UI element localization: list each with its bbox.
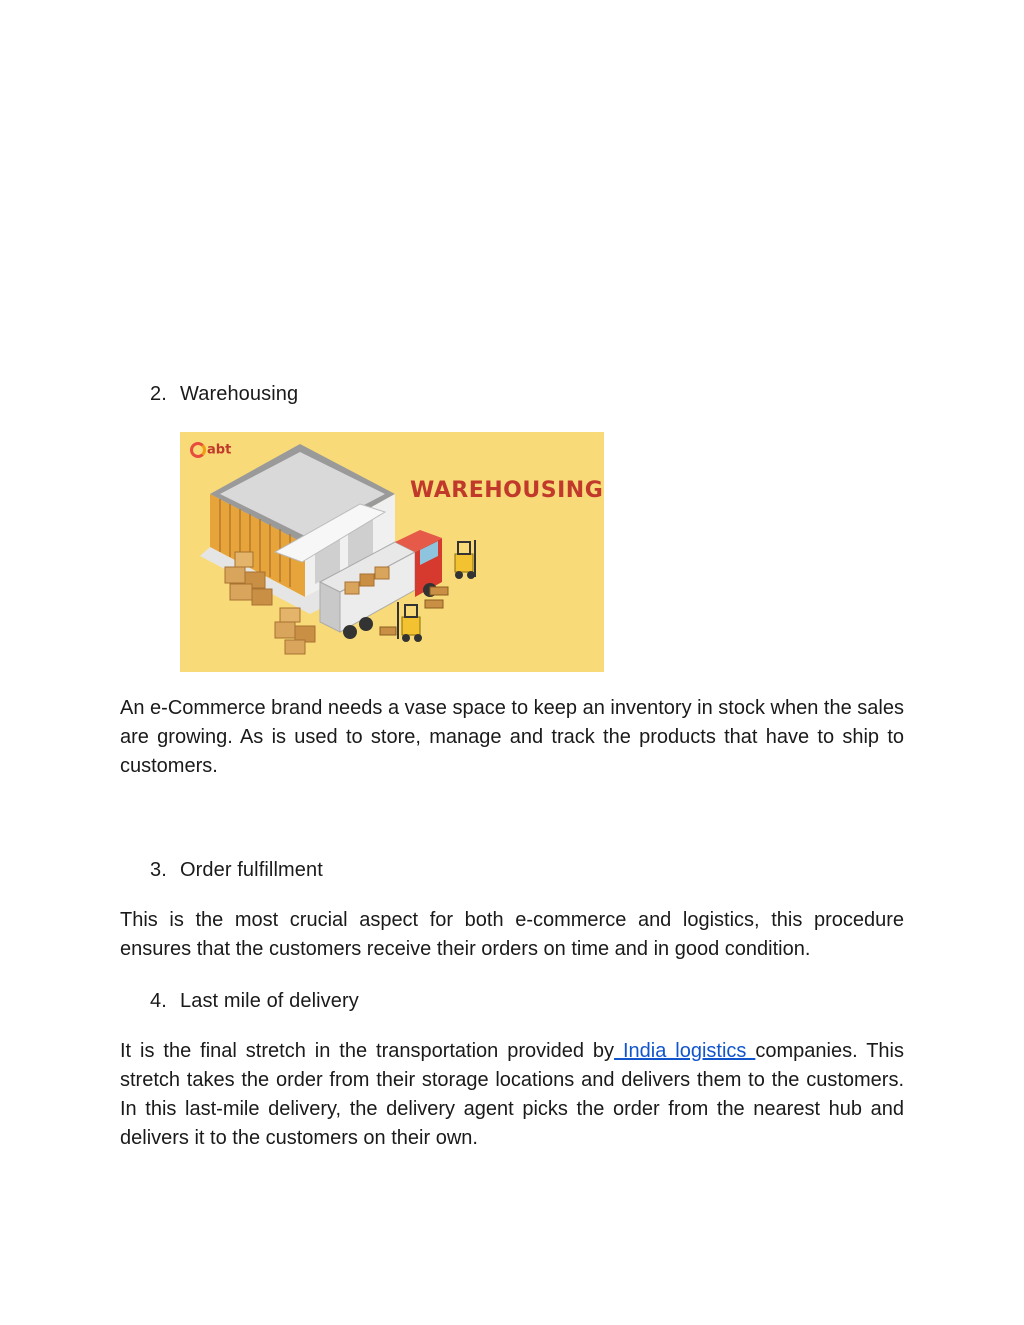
warehouse-scene-illustration [180,432,604,672]
forklift-right [455,540,475,579]
section-heading: Last mile of delivery [180,990,359,1012]
list-number: 4. [150,990,167,1012]
section-heading: Warehousing [180,383,299,405]
list-item-warehousing [150,380,298,408]
india-logistics-link[interactable]: India logistics [614,1040,756,1062]
paragraph-text: companies. This stretch takes the order from their storage locations and delivers them to the customers. In this last-mile delivery, the delivery agent picks the order from the nearest hub and delivers it to the customers on their own. [120,1040,904,1149]
warehousing-paragraph: An e-Commerce brand needs a vase space to keep an inventory in stock when the sales are growing. As is used to store, manage and track the products that have to ship to customers. [120,697,904,777]
order-fulfillment-paragraph: This is the most crucial aspect for both e-commerce and logistics, this procedure ensures that the customers receive their orders on time and in good condition. [120,909,904,960]
list-item-last-mile [150,987,359,1015]
list-item-order-fulfillment [150,856,323,884]
last-mile-paragraph [120,1037,904,1153]
logo-mark-icon [190,442,206,458]
paragraph-text: It is the final stretch in the transportation provided by [120,1040,615,1062]
list-number: 2. [150,383,167,405]
forklift-bottom [398,602,422,642]
box-pile-bottom [275,608,315,654]
banner-title: WAREHOUSING [410,478,604,503]
logo-text: abt [207,442,232,458]
company-logo [190,442,231,458]
list-number: 3. [150,859,167,881]
section-heading: Order fulfillment [180,859,323,881]
warehousing-illustration [180,432,604,672]
